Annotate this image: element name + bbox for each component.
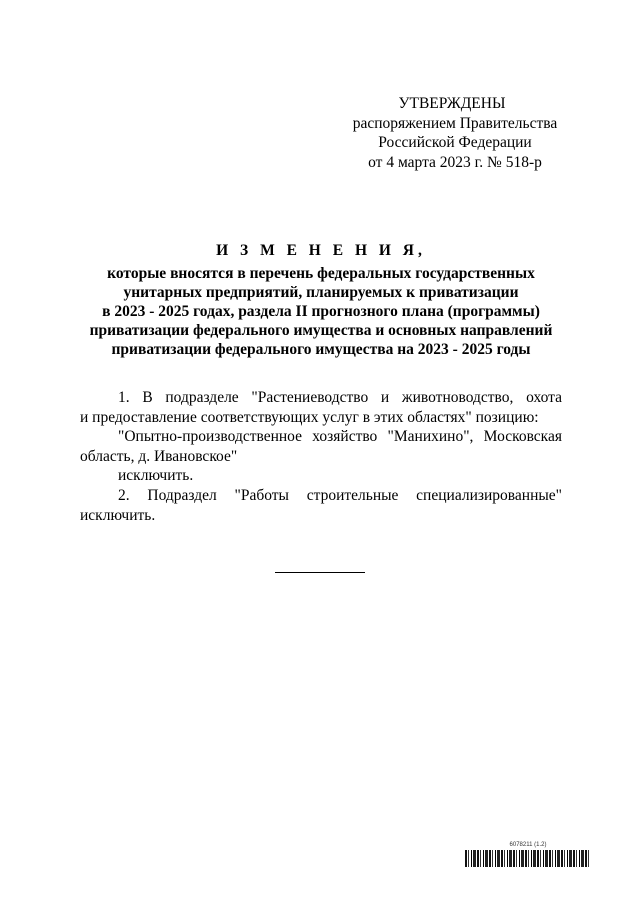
subtitle-line: которые вносятся в перечень федеральных государственных bbox=[107, 265, 535, 282]
body-line: область, д. Ивановское" bbox=[80, 447, 238, 465]
approval-stamp bbox=[330, 94, 580, 172]
body-line: "Опытно-производственное хозяйство "Манихино", Московская bbox=[118, 428, 562, 446]
body-line: 2. Подраздел "Работы строительные специализированные" bbox=[118, 486, 562, 504]
approval-line: от 4 марта 2023 г. № 518-р bbox=[368, 153, 542, 171]
barcode bbox=[465, 850, 591, 867]
approval-line: Российской Федерации bbox=[378, 134, 532, 151]
approval-line: распоряжением Правительства bbox=[352, 114, 558, 132]
title-main: И З М Е Н Е Н И Я, bbox=[216, 242, 426, 259]
document-body bbox=[80, 388, 562, 525]
subtitle-line: унитарных предприятий, планируемых к приватизации bbox=[123, 284, 519, 301]
subtitle-line: в 2023 - 2025 годах, раздела II прогнозного плана (программы) bbox=[102, 303, 540, 320]
approval-heading: УТВЕРЖДЕНЫ bbox=[398, 95, 506, 112]
separator-line bbox=[275, 572, 365, 573]
barcode-number: 6078211 (1.2) bbox=[509, 842, 547, 848]
body-line: 1. В подразделе "Растениеводство и животноводство, охота bbox=[118, 389, 562, 406]
body-line: исключить. bbox=[118, 467, 194, 485]
document-title bbox=[80, 241, 562, 359]
body-line: и предоставление соответствующих услуг в этих областях" позицию: bbox=[80, 408, 539, 426]
subtitle-line: приватизации федерального имущества на 2023 - 2025 годы bbox=[111, 341, 531, 358]
subtitle-line: приватизации федерального имущества и основных направлений bbox=[89, 322, 553, 339]
body-line: исключить. bbox=[80, 506, 156, 524]
